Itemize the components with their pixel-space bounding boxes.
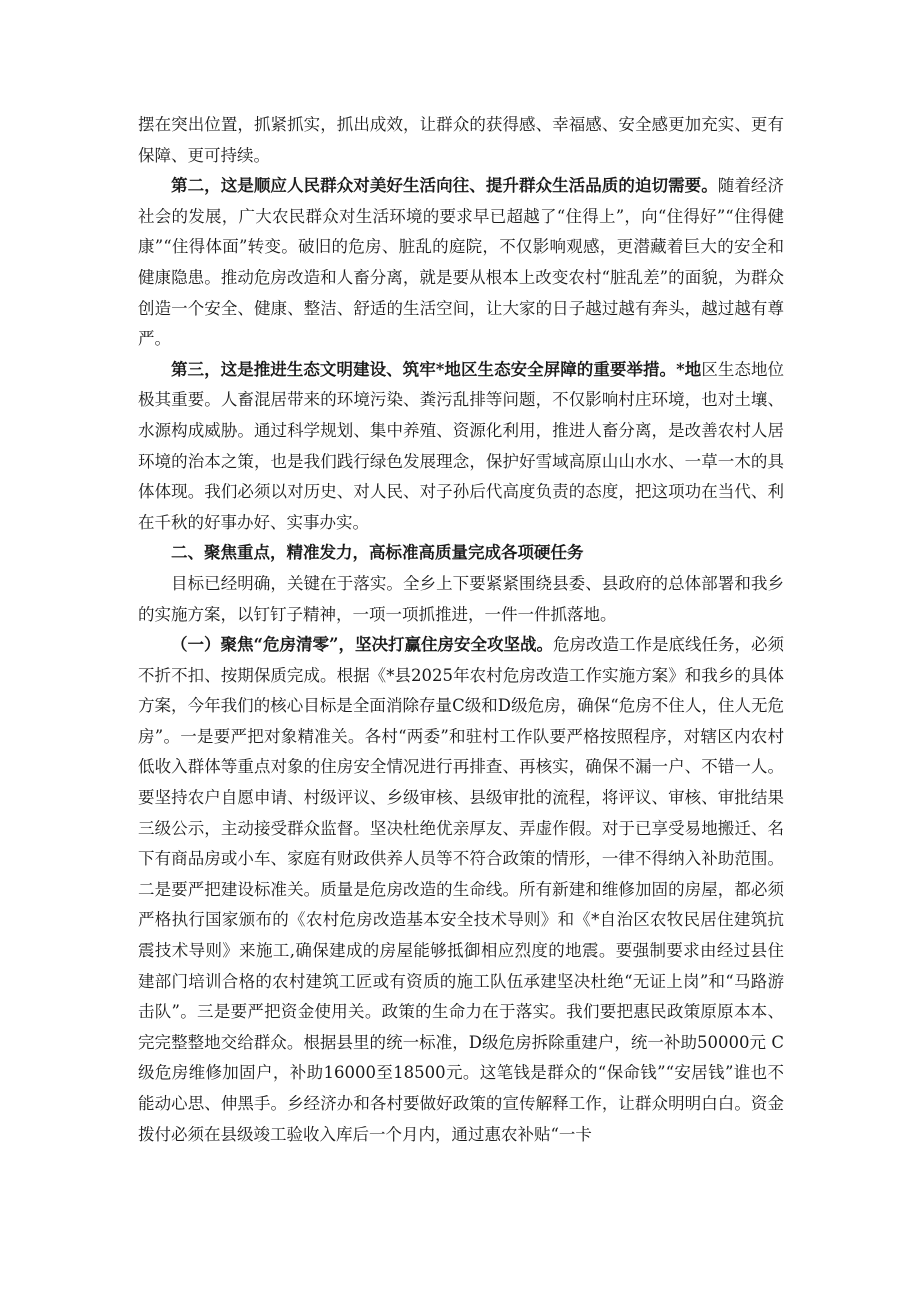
paragraph-text: 随着经济社会的发展，广大农民群众对生活环境的要求早已超越了“住得上”，向“住得好”“住得健康”“住得体面”转变。破旧的危房、脏乱的庭院，不仅影响观感，更潜藏着巨大的安全和健康隐患。推动危房改造和人畜分离，就是要从根本上改变农村“脏乱差”的面貌，为群众创造一个安全、健康、整洁、舒适的生活空间，让大家的日子越过越有奔头，越过越有尊严。 xyxy=(138,176,785,349)
paragraph-lead: （一）聚焦“危房清零”，坚决打赢住房安全攻坚战。 xyxy=(171,635,553,655)
document-page xyxy=(138,110,784,1150)
paragraph-lead: 第二，这是顺应人民群众对美好生活向往、提升群众生活品质的迫切需要。 xyxy=(171,176,718,196)
paragraph-continuation xyxy=(138,110,784,171)
paragraph-text: 摆在突出位置，抓紧抓实，抓出成效，让群众的获得感、幸福感、安全感更加充实、更有保障、更可持续。 xyxy=(138,115,784,165)
paragraph-subsection-one xyxy=(138,630,784,1150)
section-heading: 二、聚焦重点，精准发力，高标准高质量完成各项硬任务 xyxy=(171,543,584,563)
paragraph-intro xyxy=(138,569,784,630)
paragraph-text: 目标已经明确，关键在于落实。全乡上下要紧紧围绕县委、县政府的总体部署和我乡的实施方案，以钉钉子精神，一项一项抓推进，一件一件抓落地。 xyxy=(138,573,784,624)
paragraph-text: 危房改造工作是底线任务，必须不折不扣、按期保质完成。根据《*县2025年农村危房改造工作实施方案》和我乡的具体方案，今年我们的核心目标是全面消除存量C级和D级危房，确保“危房不住人，住人无危房”。一是要严把对象精准关。各村“两委”和驻村工作队要严格按照程序，对辖区内农村低收入群体等重点对象的住房安全情况进行再排查、再核实，确保不漏一户、不错一人。要坚持农户自愿申请、村级评议、乡级审核、县级审批的流程，将评议、审核、审批结果三级公示，主动接受群众监督。坚决杜绝优亲厚友、弄虚作假。对于已享受易地搬迁、名下有商品房或小车、家庭有财政供养人员等不符合政策的情形，一律不得纳入补助范围。二是要严把建设标准关。质量是危房改造的生命线。所有新建和维修加固的房屋，都必须严格执行国家颁布的《农村危房改造基本安全技术导则》和《*自治区农牧民居住建筑抗震技术导则》来施工,确保建成的房屋能够抵御相应烈度的地震。要强制要求由经过县住建部门培训合格的农村建筑工匠或有资质的施工队伍承建坚决杜绝“无证上岗”和“马路游击队”。三是要严把资金使用关。政策的生命力在于落实。我们要把惠民政策原原本本、完完整整地交给群众。根据县里的统一标准，D级危房拆除重建户，统一补助50000元 C级危房维修加固户，补助16000至18500元。这笔钱是群众的“保命钱”“安居钱”谁也不能动心思、伸黑手。乡经济办和各村要做好政策的宣传解释工作，让群众明明白白。资金拨付必须在县级竣工验收入库后一个月内，通过惠农补贴“一卡 xyxy=(138,635,785,1144)
paragraph-text: 区生态地位极其重要。人畜混居带来的环境污染、粪污乱排等问题，不仅影响村庄环境，也对土壤、水源构成威胁。通过科学规划、集中养殖、资源化利用，推进人畜分离，是改善农村人居环境的治本之策，也是我们践行绿色发展理念，保护好雪域高原山山水水、一草一木的具体体现。我们必须以对历史、对人民、对子孙后代高度负责的态度，把这项功在当代、利在千秋的好事办好、实事办实。 xyxy=(138,359,784,532)
paragraph-second-point xyxy=(138,171,784,355)
paragraph-third-point xyxy=(138,355,784,539)
paragraph-lead: 第三，这是推进生态文明建设、筑牢*地区生态安全屏障的重要举措。*地 xyxy=(171,359,702,379)
